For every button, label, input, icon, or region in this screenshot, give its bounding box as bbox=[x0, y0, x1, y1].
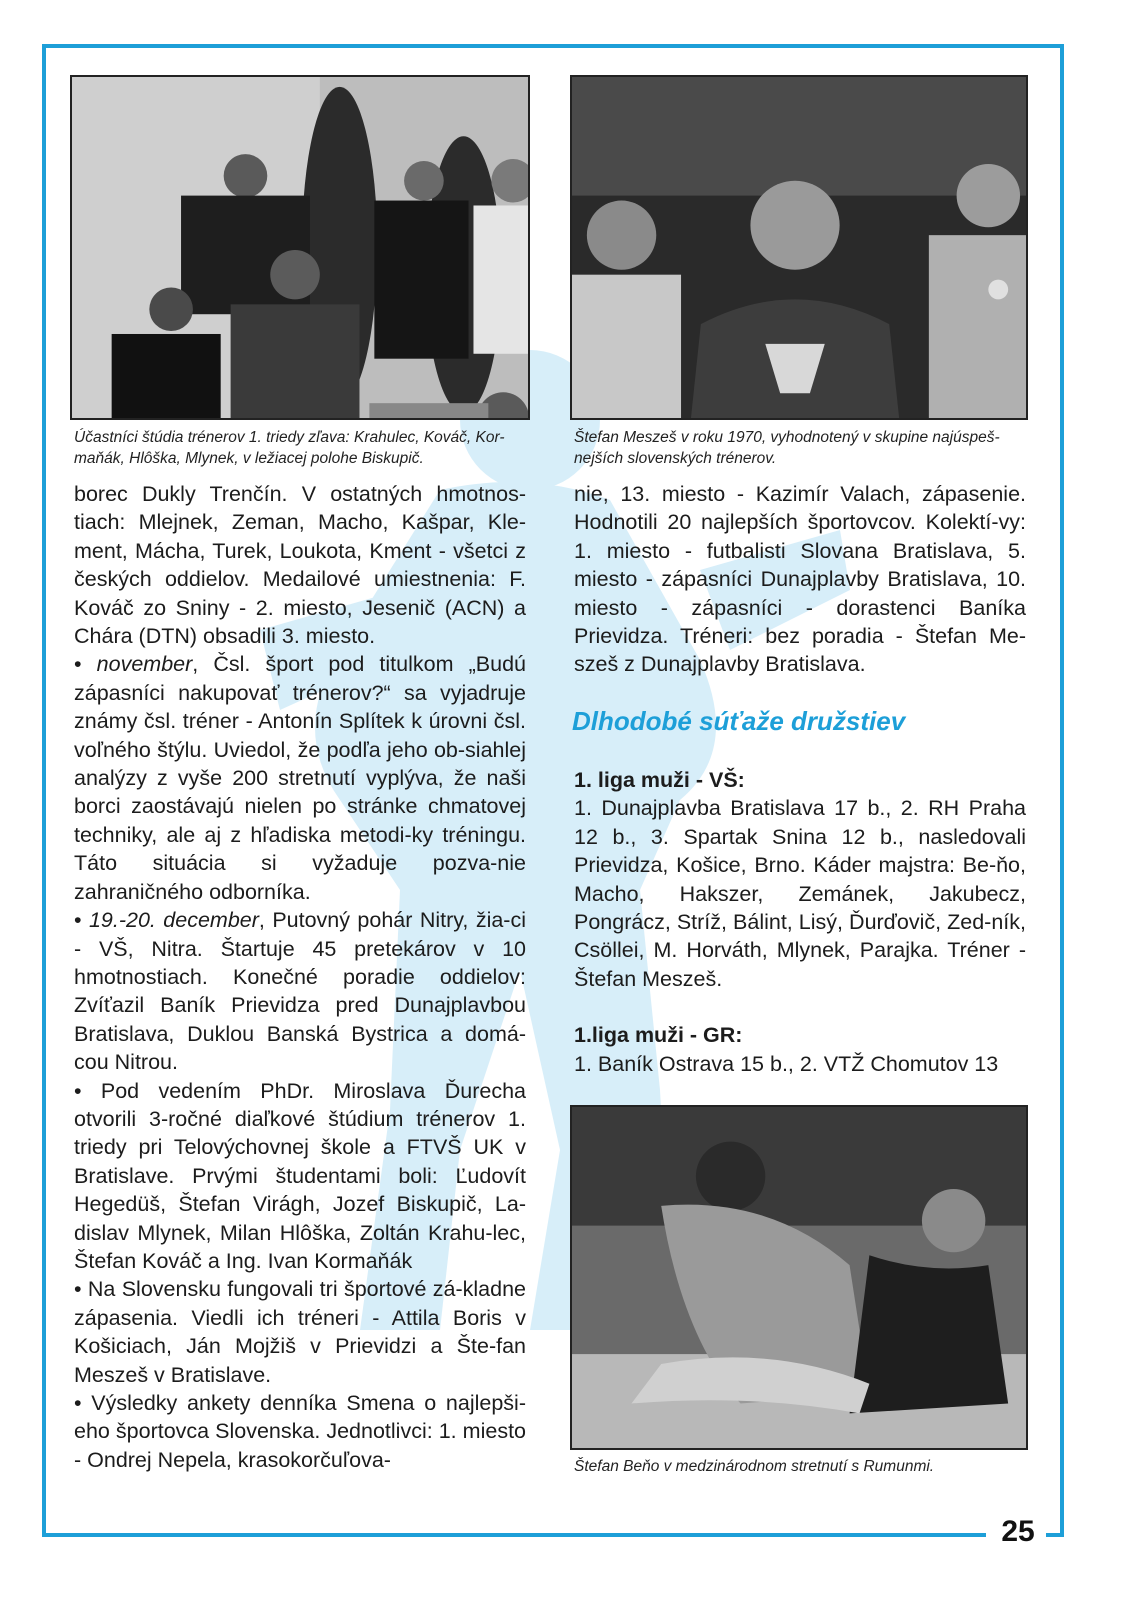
league-results-vs: 1. Dunajplavba Bratislava 17 b., 2. RH Praha 12 b., 3. Spartak Snina 12 b., nasledovali Prievidza, Košice, Brno. Káder majstra: Be-ňo, Macho, Hakszer, Zemánek, Jakubecz, Pongrácz, Stríž, Bálint, Lisý, Ďurďovič, Zed-ník, Csöllei, M. Horváth, Mlynek, Parajka. Tréner - Štefan Meszeš. bbox=[574, 796, 1026, 991]
date-label: 19.-20. december bbox=[88, 908, 259, 933]
paragraph: • Výsledky ankety denníka Smena o najlepši-eho športovca Slovenska. Jednotlivci: 1. miesto - Ondrej Nepela, krasokorčuľova- bbox=[74, 1391, 526, 1472]
photo-beno-match bbox=[570, 1105, 1028, 1450]
left-text-column bbox=[74, 480, 526, 1474]
paragraph: borec Dukly Trenčín. V ostatných hmotnos-tiach: Mlejnek, Zeman, Macho, Kašpar, Kle-ment, Mácha, Turek, Loukota, Kment - všetci z českých oddielov. Medailové umiestnenia: F. Kováč zo Sniny - 2. miesto, Jesenič (ACN) a Chára (DTN) obsadili 3. miesto. bbox=[74, 482, 526, 649]
photo-caption-beno: Štefan Beňo v medzinárodnom stretnutí s Rumunmi. bbox=[574, 1458, 935, 1475]
photo-caption-meszes: Štefan Meszeš v roku 1970, vyhodnotený v skupine najúspeš-nejších slovenských trénerov. bbox=[574, 429, 1000, 467]
league-heading-vs: 1. liga muži - VŠ: bbox=[574, 768, 745, 792]
bullet: • bbox=[74, 908, 82, 933]
bottom-rule bbox=[42, 1533, 986, 1537]
photo-trainees-group bbox=[70, 75, 530, 420]
right-text-column-top bbox=[574, 480, 1026, 679]
paragraph: nie, 13. miesto - Kazimír Valach, zápasenie. Hodnotili 20 najlepších športovcov. Kolektí-vy: 1. miesto - futbalisti Slovana Bratislava, 5. miesto - zápasníci Dunajplavby Bratislava, 10. miesto - zápasníci - dorastenci Baníka Prievidza. Tréneri: bez poradia - Štefan Me-szeš z Dunajplavby Bratislava. bbox=[574, 482, 1026, 677]
section-heading: Dlhodobé súťaže družstiev bbox=[572, 706, 906, 736]
bottom-rule-end bbox=[1046, 1533, 1064, 1537]
spacer bbox=[574, 993, 1026, 1021]
right-text-column-results bbox=[574, 766, 1026, 1078]
league-heading-gr: 1.liga muži - GR: bbox=[574, 1023, 743, 1048]
paragraph: • Na Slovensku fungovali tri športové zá-kladne zápasenia. Viedli ich tréneri - Attila Boris v Košiciach, Ján Mojžiš v Prievidzi a Šte-fan Meszeš v Bratislave. bbox=[74, 1277, 526, 1387]
paragraph bbox=[74, 906, 526, 1076]
photo-caption-trainees: Účastníci štúdia trénerov 1. triedy zľava: Krahulec, Kováč, Kor-maňák, Hlôška, Mlynek, v ležiacej polohe Biskupič. bbox=[74, 429, 505, 467]
page-number: 25 bbox=[1001, 1515, 1035, 1548]
paragraph: • Pod vedením PhDr. Miroslava Ďurecha otvorili 3-ročné diaľkové štúdium trénerov 1. triedy pri Telovýchovnej škole a FTVŠ UK v Bratislave. Prvými študentami boli: Ľudovít Hegedüš, Štefan Virágh, Jozef Biskupič, La-dislav Mlynek, Milan Hlôška, Zoltán Krahu-lec, Štefan Kováč a Ing. Ivan Kormaňák bbox=[74, 1078, 526, 1273]
paragraph-text: , Čsl. šport pod titulkom „Budú zápasníci nakupovať trénerov?“ sa vyjadruje známy čsl. tréner - Antonín Splítek k úrovni čsl. voľného štýlu. Uviedol, že podľa jeho ob-siahlej analýzy z vyše 200 stretnutí vyplýva, že naši borci zaostávajú nielen po stránke chmatovej techniky, ale aj z hľadiska metodi-ky tréningu. Táto situácia si vyžaduje pozva-nie zahraničného odborníka. bbox=[74, 652, 526, 904]
league-results-gr: 1. Baník Ostrava 15 b., 2. VTŽ Chomutov 13 bbox=[574, 1051, 999, 1076]
date-label: november bbox=[96, 652, 193, 677]
photo-meszes-trophy bbox=[570, 75, 1028, 420]
paragraph-text: , Putovný pohár Nitry, žia-ci - VŠ, Nitra. Štartuje 45 pretekárov v 10 hmotnostiach. Konečné poradie oddielov: Zvíťazil Baník Prievidza pred Dunajplavbou Bratislava, Duklou Banská Bystrica a domá-cou Nitrou. bbox=[74, 908, 526, 1075]
paragraph bbox=[74, 650, 526, 906]
bullet: • bbox=[74, 652, 82, 677]
